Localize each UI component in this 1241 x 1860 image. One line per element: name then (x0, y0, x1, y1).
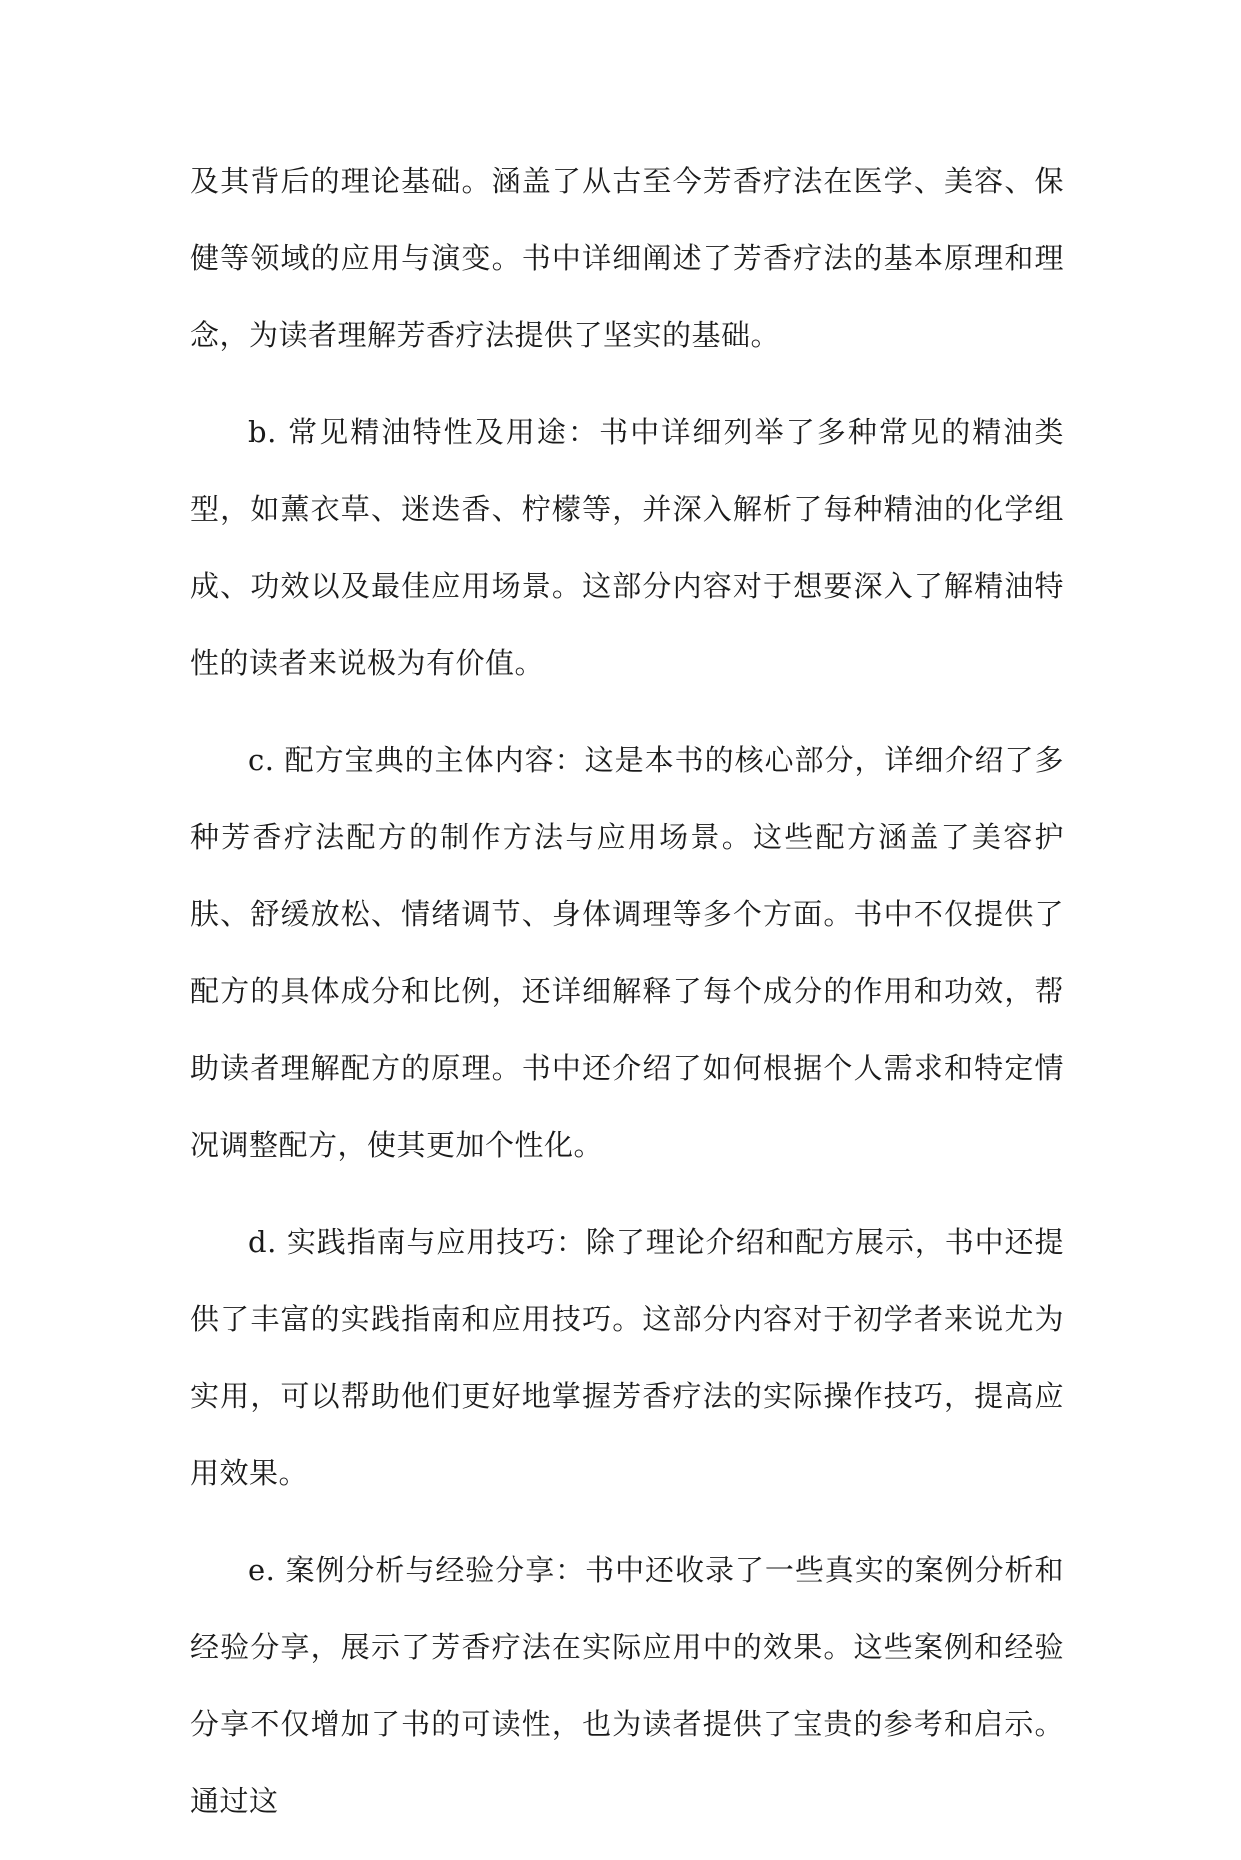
paragraph-continuation: 及其背后的理论基础。涵盖了从古至今芳香疗法在医学、美容、保健等领域的应用与演变。书中详细阐述了芳香疗法的基本原理和理念，为读者理解芳香疗法提供了坚实的基础。 (190, 164, 1064, 352)
paragraph-case-studies: e. 案例分析与经验分享：书中还收录了一些真实的案例分析和经验分享，展示了芳香疗法在实际应用中的效果。这些案例和经验分享不仅增加了书的可读性，也为读者提供了宝贵的参考和启示。通过这 (190, 1553, 1064, 1818)
document-body (190, 143, 1064, 1860)
paragraph-recipes: c. 配方宝典的主体内容：这是本书的核心部分，详细介绍了多种芳香疗法配方的制作方法与应用场景。这些配方涵盖了美容护肤、舒缓放松、情绪调节、身体调理等多个方面。书中不仅提供了配方的具体成分和比例，还详细解释了每个成分的作用和功效，帮助读者理解配方的原理。书中还介绍了如何根据个人需求和特定情况调整配方，使其更加个性化。 (190, 743, 1064, 1162)
paragraph-practice-guide: d. 实践指南与应用技巧：除了理论介绍和配方展示，书中还提供了丰富的实践指南和应用技巧。这部分内容对于初学者来说尤为实用，可以帮助他们更好地掌握芳香疗法的实际操作技巧，提高应用效果。 (190, 1225, 1064, 1490)
paragraph-essential-oils: b. 常见精油特性及用途：书中详细列举了多种常见的精油类型，如薰衣草、迷迭香、柠檬等，并深入解析了每种精油的化学组成、功效以及最佳应用场景。这部分内容对于想要深入了解精油特性的读者来说极为有价值。 (190, 415, 1064, 680)
